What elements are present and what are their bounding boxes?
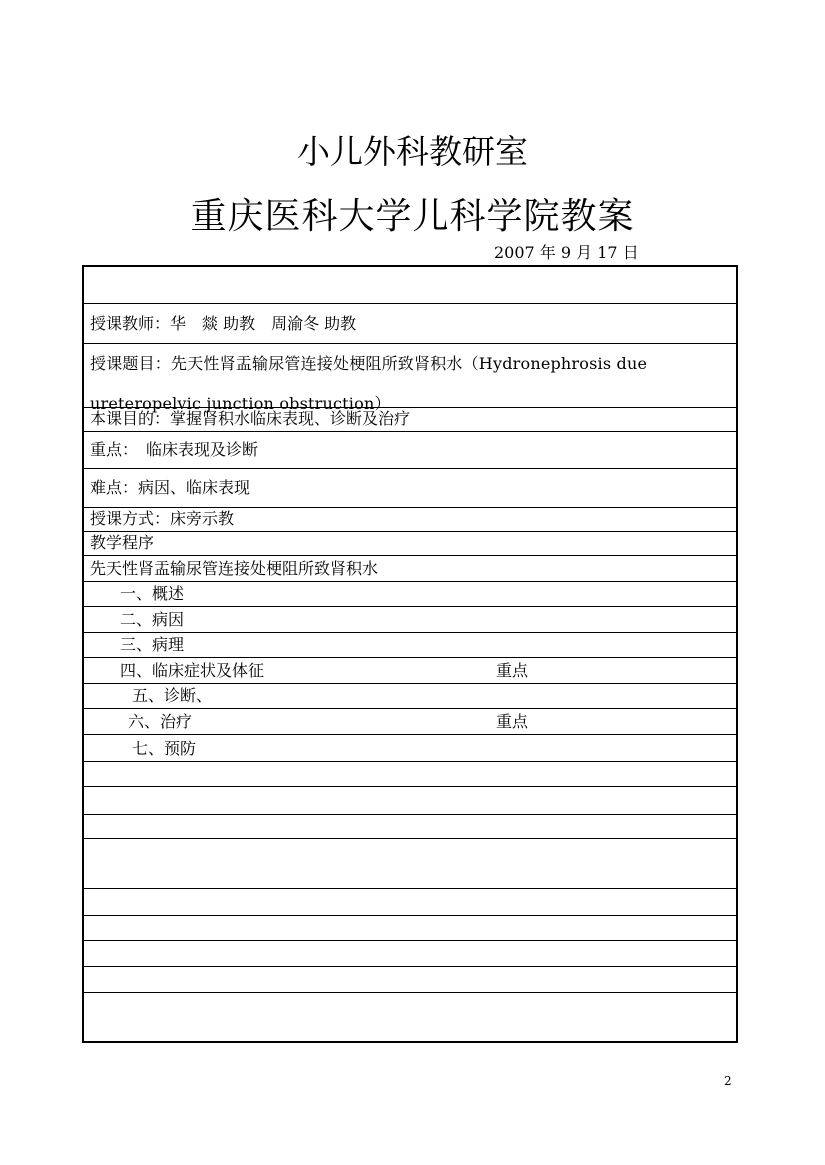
difficult-points-row (84, 469, 736, 508)
topic-text-line2: ureteropelvic junction obstruction） (90, 394, 391, 413)
blank-row (84, 815, 736, 839)
blank-row-bottom (84, 993, 736, 1041)
teaching-method-row (84, 508, 736, 532)
outline-item-label: 七、预防 (132, 739, 197, 758)
outline-row-7 (84, 735, 736, 762)
blank-row (84, 839, 736, 889)
outline-row-6 (84, 709, 736, 735)
procedure-row (84, 532, 736, 556)
outline-item-label: 六、治疗 (128, 712, 193, 731)
key-points-text: 重点： 临床表现及诊断 (90, 440, 259, 459)
blank-row (84, 762, 736, 787)
objective-text: 本课目的：掌握肾积水临床表现、诊断及治疗 (90, 409, 411, 428)
blank-row (84, 916, 736, 941)
outline-row-2 (84, 607, 736, 633)
outline-item-tag: 重点 (496, 712, 529, 731)
blank-row (84, 941, 736, 967)
teachers-row (84, 304, 736, 344)
difficult-points-text: 难点：病因、临床表现 (90, 478, 251, 497)
outline-row-3 (84, 633, 736, 658)
blank-row (84, 967, 736, 993)
blank-row-top (84, 267, 736, 304)
lesson-plan-table (82, 265, 738, 1043)
objective-row (84, 408, 736, 432)
department-title: 小儿外科教研室 (297, 132, 528, 171)
teaching-method-text: 授课方式：床旁示教 (90, 509, 235, 528)
lesson-title-row (84, 556, 736, 582)
blank-row (84, 889, 736, 916)
topic-text-line1: 授课题目：先天性肾盂输尿管连接处梗阻所致肾积水（Hydronephrosis due (90, 354, 648, 373)
document-title: 重庆医科大学儿科学院教案 (190, 196, 635, 237)
outline-item-label: 五、诊断、 (132, 686, 213, 705)
document-date: 2007 年 9 月 17 日 (494, 243, 639, 262)
lesson-title-text: 先天性肾盂输尿管连接处梗阻所致肾积水 (90, 559, 379, 578)
outline-row-4 (84, 658, 736, 684)
blank-row (84, 787, 736, 815)
procedure-label: 教学程序 (90, 533, 155, 552)
teachers-text: 授课教师：华 燚 助教 周渝冬 助教 (90, 313, 357, 333)
outline-item-tag: 重点 (496, 661, 529, 680)
outline-item-label: 二、病因 (120, 610, 185, 629)
key-points-row (84, 432, 736, 469)
outline-item-label: 四、临床症状及体征 (120, 661, 265, 680)
outline-row-5 (84, 684, 736, 709)
outline-row-1 (84, 582, 736, 607)
topic-row (84, 344, 736, 413)
page-number: 2 (724, 1074, 732, 1088)
outline-item-label: 一、概述 (120, 584, 185, 603)
outline-item-label: 三、病理 (120, 635, 185, 654)
